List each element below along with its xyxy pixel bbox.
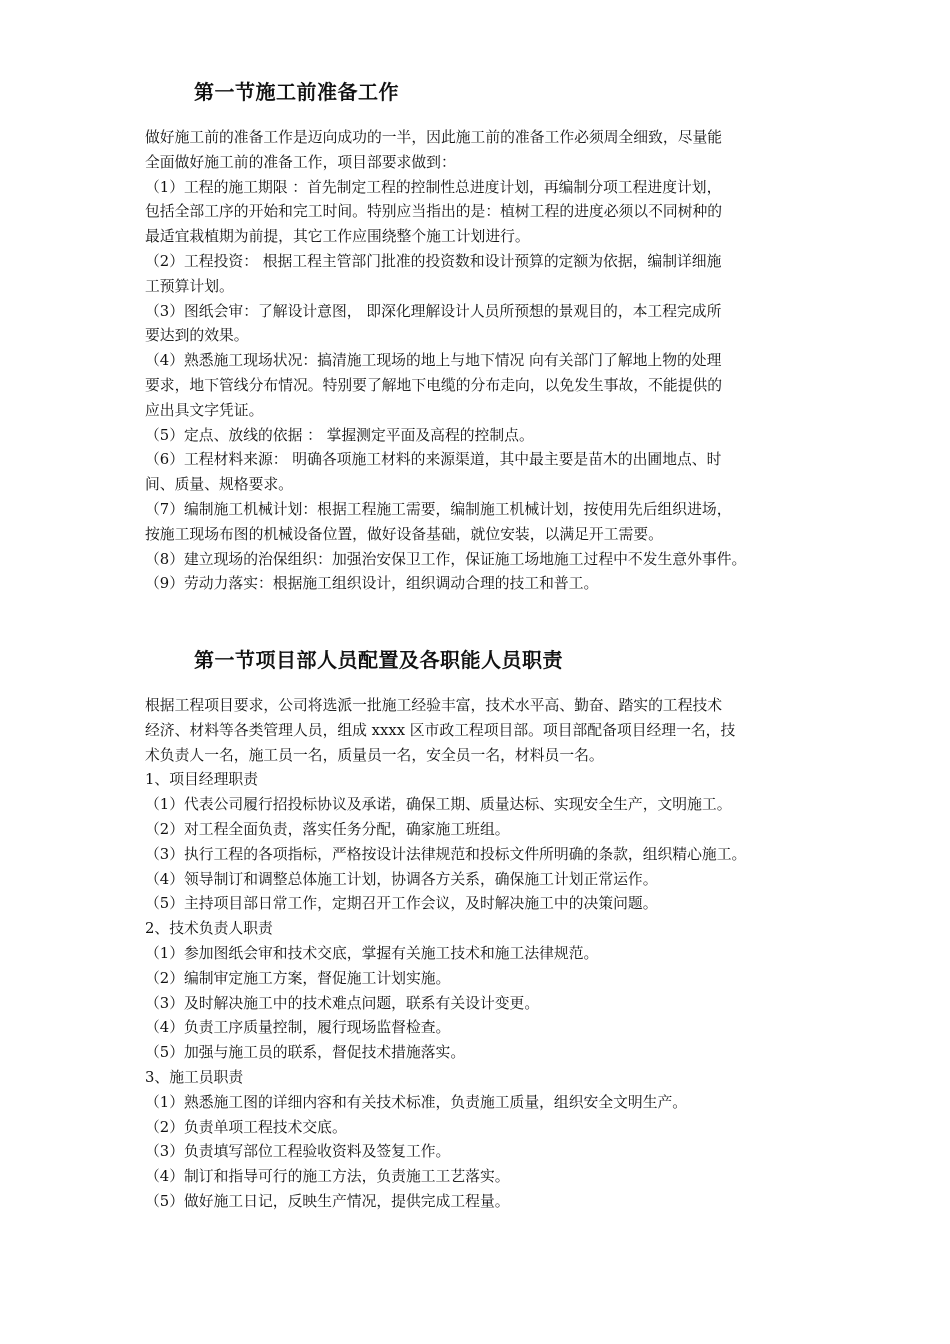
- paragraph-line: （5）定点、放线的依据 ： 掌握测定平面及高程的控制点。: [145, 426, 534, 444]
- paragraph-line: （7）编制施工机械计划：根据工程施工需要，编制施工机械计划，按使用先后组织进场，: [145, 500, 732, 518]
- paragraph-line: （4）领导制订和调整总体施工计划，协调各方关系，确保施工计划正常运作。: [145, 870, 658, 888]
- paragraph-line: （4）负责工序质量控制，履行现场监督检查。: [145, 1019, 451, 1037]
- paragraph-line: 应出具文字凭证。: [145, 401, 264, 419]
- paragraph-line: （4）熟悉施工现场状况：搞清施工现场的地上与地下情况 向有关部门了解地上物的处理: [145, 352, 722, 370]
- paragraph-line: （5）主持项目部日常工作，定期召开工作会议，及时解决施工中的决策问题。: [145, 895, 658, 913]
- paragraph-line: 做好施工前的准备工作是迈向成功的一半，因此施工前的准备工作必须周全细致，尽量能: [145, 129, 723, 146]
- paragraph-line: （8）建立现场的治保组织：加强治安保卫工作，保证施工场地施工过程中不发生意外事件。: [145, 550, 747, 568]
- paragraph-line: 术负责人一名，施工员一名，质量员一名，安全员一名，材料员一名。: [145, 746, 604, 764]
- subsection-heading: 3、施工员职责: [145, 1068, 244, 1086]
- paragraph-line: （3）负责填写部位工程验收资料及签复工作。: [145, 1143, 451, 1161]
- paragraph-line: （3）图纸会审：了解设计意图， 即深化理解设计人员所预想的景观目的，本工程完成所: [145, 302, 722, 320]
- subsection-heading: 2、技术负责人职责: [145, 920, 273, 938]
- paragraph-line: 最适宜栽植期为前提，其它工作应围绕整个施工计划进行。: [145, 228, 530, 246]
- paragraph-line: 包括全部工序的开始和完工时间。特别应当指出的是：植树工程的进度必须以不同树种的: [145, 203, 723, 221]
- section-1-title: 第一节施工前准备工作: [194, 80, 399, 104]
- paragraph-line: （3）执行工程的各项指标，严格按设计法律规范和投标文件所明确的条款，组织精心施工。: [145, 845, 747, 863]
- paragraph-line: 经济、材料等各类管理人员，组成 xxxx 区市政工程项目部。项目部配备项目经理一名，技: [145, 721, 736, 739]
- paragraph-line: （1）代表公司履行招投标协议及承诺，确保工期、质量达标、实现安全生产，文明施工。: [145, 796, 732, 814]
- section-2-title: 第一节项目部人员配置及各职能人员职责: [194, 648, 563, 672]
- paragraph-line: 根据工程项目要求，公司将选派一批施工经验丰富，技术水平高、勤奋、踏实的工程技术: [145, 697, 723, 714]
- paragraph-line: 间、质量、规格要求。: [145, 476, 293, 494]
- paragraph-line: （4）制订和指导可行的施工方法，负责施工工艺落实。: [145, 1168, 510, 1186]
- section-1-body: [145, 126, 825, 597]
- paragraph-line: 工预算计划。: [145, 277, 234, 295]
- paragraph-line: （5）做好施工日记，反映生产情况，提供完成工程量。: [145, 1192, 510, 1210]
- paragraph-line: 要达到的效果。: [145, 327, 249, 345]
- paragraph-line: （9）劳动力落实：根据施工组织设计，组织调动合理的技工和普工。: [145, 575, 599, 593]
- subsection-heading: 1、项目经理职责: [145, 771, 258, 789]
- paragraph-line: （2）工程投资： 根据工程主管部门批准的投资数和设计预算的定额为依据，编制详细施: [145, 252, 722, 270]
- paragraph-line: （2）对工程全面负责，落实任务分配，确家施工班组。: [145, 820, 510, 838]
- paragraph-line: （2）负责单项工程技术交底。: [145, 1118, 347, 1136]
- paragraph-line: （5）加强与施工员的联系，督促技术措施落实。: [145, 1044, 466, 1062]
- paragraph-line: （1）熟悉施工图的详细内容和有关技术标准，负责施工质量，组织安全文明生产。: [145, 1093, 688, 1111]
- paragraph-line: （1）工程的施工期限 ：首先制定工程的控制性总进度计划，再编制分项工程进度计划，: [145, 178, 722, 196]
- paragraph-line: （2）编制审定施工方案，督促施工计划实施。: [145, 969, 451, 987]
- section-2-body: [145, 694, 825, 1215]
- paragraph-line: 要求，地下管线分布情况。特别要了解地下电缆的分布走向，以免发生事故，不能提供的: [145, 376, 723, 394]
- paragraph-line: 全面做好施工前的准备工作，项目部要求做到：: [145, 153, 456, 171]
- paragraph-line: 按施工现场布图的机械设备位置，做好设备基础，就位安装，以满足开工需要。: [145, 525, 663, 543]
- paragraph-line: （6）工程材料来源： 明确各项施工材料的来源渠道，其中最主要是苗木的出圃地点、时: [145, 451, 722, 469]
- paragraph-line: （1）参加图纸会审和技术交底，掌握有关施工技术和施工法律规范。: [145, 944, 599, 962]
- paragraph-line: （3）及时解决施工中的技术难点问题，联系有关设计变更。: [145, 994, 540, 1012]
